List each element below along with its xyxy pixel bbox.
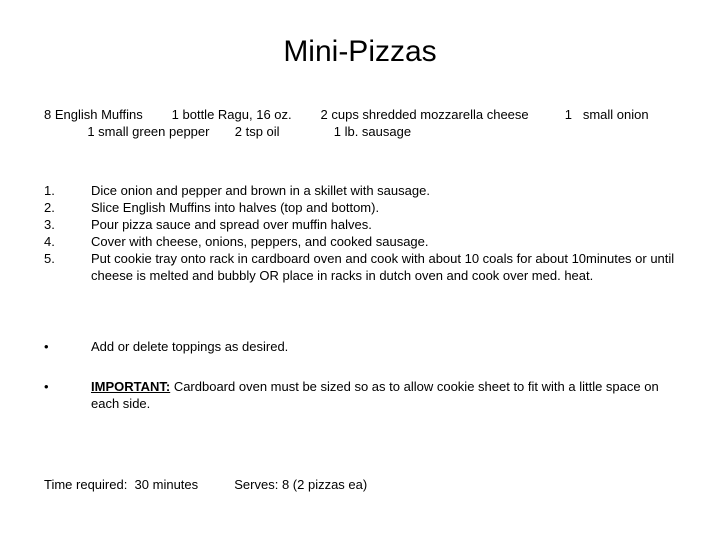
step-text: Dice onion and pepper and brown in a skillet with sausage.	[91, 183, 430, 198]
recipe-footer	[44, 476, 367, 493]
step-text: Put cookie tray onto rack in cardboard oven and cook with about 10 coals for about 10minutes or until cheese is melted and bubbly OR place in racks in dutch oven and cook over med. heat.	[91, 251, 675, 283]
serves-count: Serves: 8 (2 pizzas ea)	[234, 477, 368, 492]
step-item	[44, 233, 684, 250]
step-item	[44, 182, 684, 199]
ingredients-line-1: 8 English Muffins 1 bottle Ragu, 16 oz. 2 cups shredded mozzarella cheese 1 small onion	[44, 107, 649, 122]
step-number: 1.	[44, 183, 55, 198]
ingredients-list	[44, 106, 649, 140]
step-number: 4.	[44, 234, 55, 249]
step-number: 5.	[44, 251, 55, 266]
note-item	[44, 338, 684, 355]
bullet-icon: •	[44, 339, 49, 354]
instructions-list	[44, 182, 684, 284]
time-required: Time required: 30 minutes	[44, 477, 199, 492]
bullet-icon: •	[44, 379, 49, 394]
note-item-important	[44, 378, 684, 412]
step-item	[44, 250, 684, 284]
step-item	[44, 216, 684, 233]
step-text: Cover with cheese, onions, peppers, and cooked sausage.	[91, 234, 429, 249]
note-text: Add or delete toppings as desired.	[91, 339, 289, 354]
step-number: 2.	[44, 200, 55, 215]
step-item	[44, 199, 684, 216]
important-text: Cardboard oven must be sized so as to allow cookie sheet to fit with a little space on each side.	[91, 379, 659, 411]
page-title: Mini-Pizzas	[283, 35, 437, 68]
step-text: Pour pizza sauce and spread over muffin halves.	[91, 217, 372, 232]
ingredients-line-2: 1 small green pepper 2 tsp oil 1 lb. sausage	[44, 124, 412, 139]
step-text: Slice English Muffins into halves (top and bottom).	[91, 200, 380, 215]
step-number: 3.	[44, 217, 55, 232]
notes-list	[44, 338, 684, 412]
important-label: IMPORTANT:	[91, 379, 171, 394]
